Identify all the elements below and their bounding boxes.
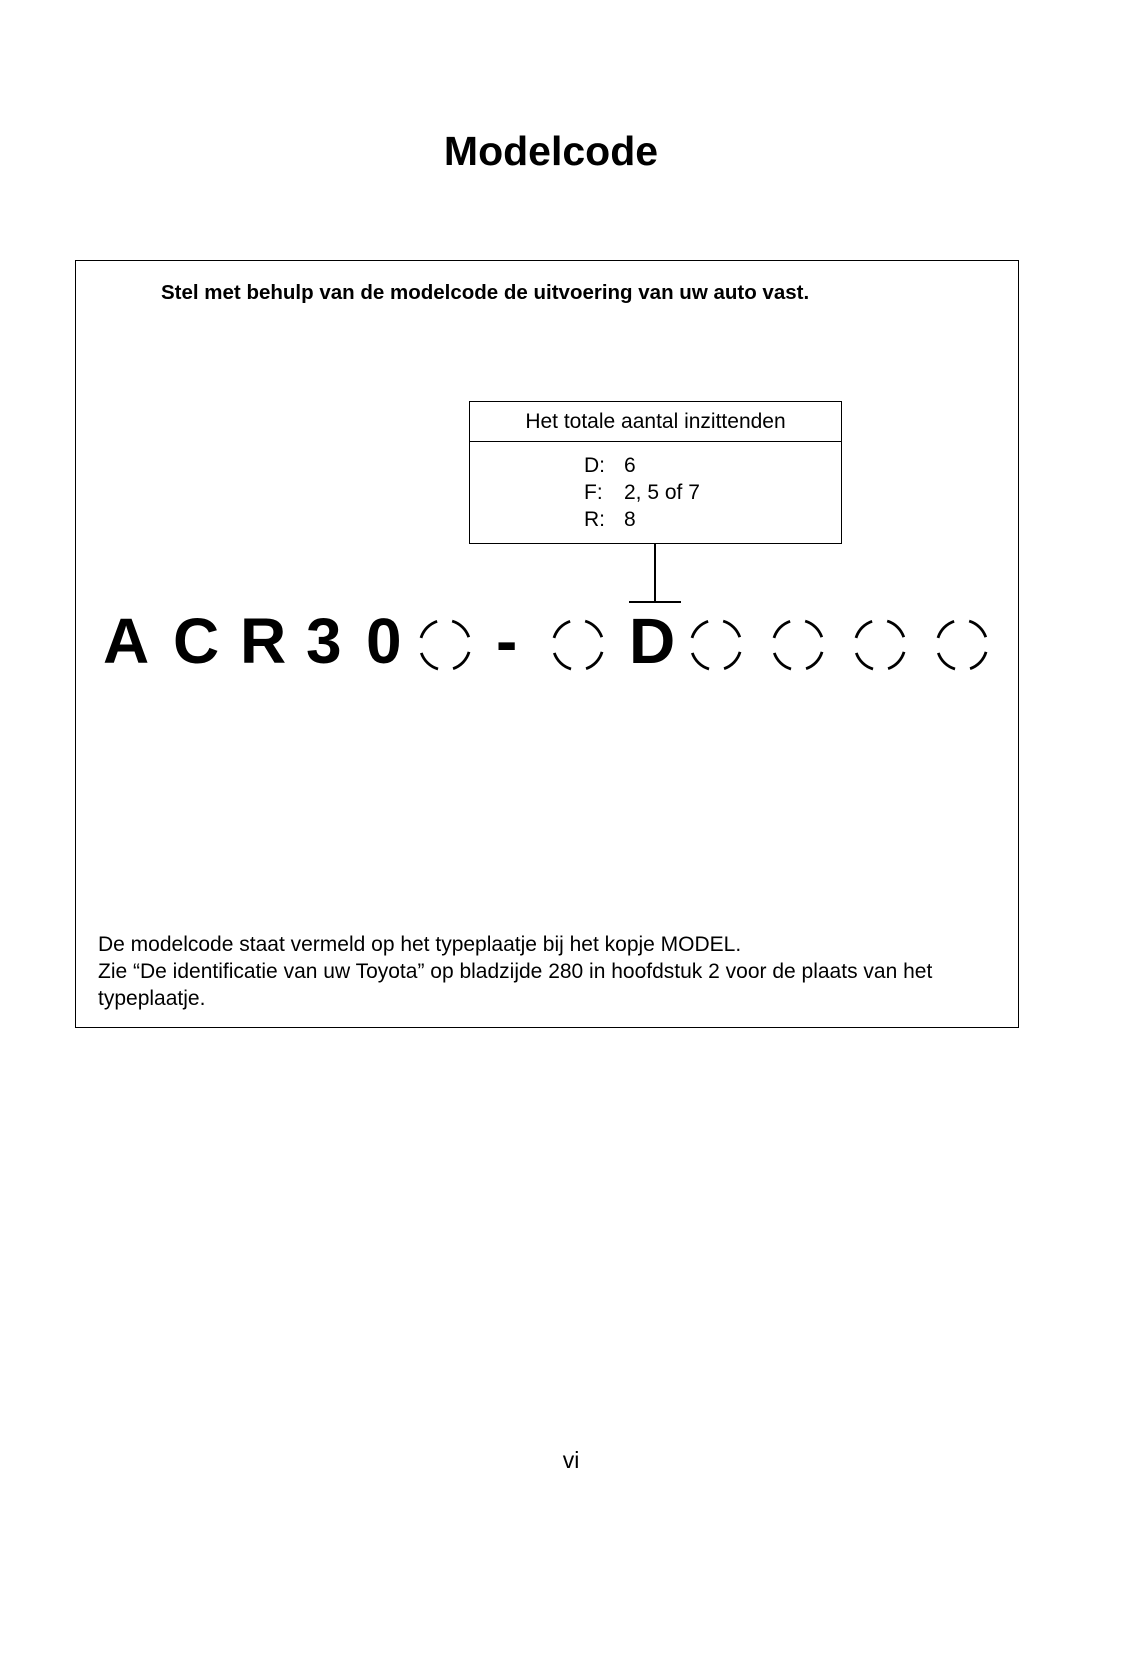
footnote (98, 931, 1008, 1012)
model-code-frame (75, 260, 1019, 1028)
connector-tick (629, 601, 681, 603)
code-slot-1 (417, 617, 473, 673)
occupants-key: D: (584, 454, 605, 477)
dashed-circle-icon (934, 617, 990, 673)
dashed-circle-icon (417, 617, 473, 673)
occupants-row-f (584, 479, 700, 506)
page-number: vi (562, 1447, 580, 1473)
occupants-row-r (584, 506, 700, 533)
code-slot-3 (688, 617, 744, 673)
occupants-key: F: (584, 481, 603, 504)
footnote-line-1: De modelcode staat vermeld op het typeplaatje bij het kopje MODEL. (98, 933, 742, 956)
code-char-d: D (629, 605, 676, 677)
code-slot-6 (934, 617, 990, 673)
occupants-row-d (584, 452, 700, 479)
code-char-3: 3 (306, 605, 342, 677)
code-slot-4 (770, 617, 826, 673)
dashed-circle-icon (550, 617, 606, 673)
dashed-circle-icon (770, 617, 826, 673)
code-slot-2 (550, 617, 606, 673)
occupants-info-box (469, 401, 842, 544)
code-char-c: C (173, 605, 220, 677)
occupants-value: 6 (624, 454, 636, 477)
code-slot-5 (852, 617, 908, 673)
code-char-0: 0 (366, 605, 402, 677)
dashed-circle-icon (688, 617, 744, 673)
code-dash: - (496, 605, 518, 677)
code-char-r: R (240, 605, 287, 677)
dashed-circle-icon (852, 617, 908, 673)
page-title: Modelcode (443, 128, 659, 174)
code-char-a: A (103, 605, 150, 677)
occupants-list (584, 452, 700, 533)
instruction-text: Stel met behulp van de modelcode de uitvoering van uw auto vast. (161, 281, 810, 304)
occupants-value: 2, 5 of 7 (624, 481, 700, 504)
occupants-key: R: (584, 508, 605, 531)
occupants-value: 8 (624, 508, 636, 531)
connector-line (654, 544, 656, 602)
occupants-header: Het totale aantal inzittenden (470, 402, 841, 442)
footnote-line-2: Zie “De identificatie van uw Toyota” op bladzijde 280 in hoofdstuk 2 voor de plaats van het typeplaatje. (98, 960, 933, 1010)
